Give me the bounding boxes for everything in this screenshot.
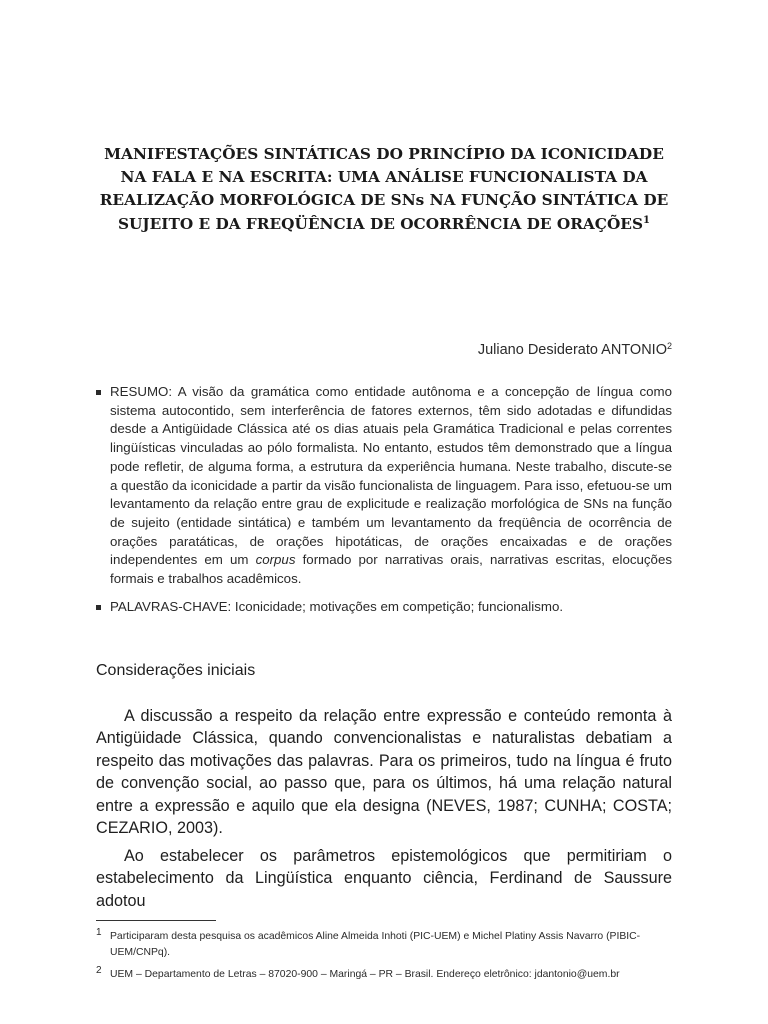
author-line <box>478 340 672 360</box>
abstract <box>96 383 672 589</box>
footnote-text: UEM – Departamento de Letras – 87020-900 – Maringá – PR – Brasil. Endereço eletrônico: jdantonio@uem.br <box>110 969 620 980</box>
keywords-bullet-icon <box>96 605 101 610</box>
abstract-bullet-icon <box>96 390 101 395</box>
footnote-2 <box>96 967 672 983</box>
author-footnote-mark[interactable]: 2 <box>666 341 672 351</box>
title-footnote-mark[interactable]: 1 <box>643 214 650 226</box>
title-text: MANIFESTAÇÕES SINTÁTICAS DO PRINCÍPIO DA ICONICIDADE NA FALA E NA ESCRITA: UMA ANÁLISE FUNCIONALISTA DA REALIZAÇÃO MORFOLÓGICA DE SNs NA FUNÇÃO SINTÁTICA DE SUJEITO E DA FREQÜÊNCIA DE OCORRÊNCIA DE ORAÇÕES <box>99 145 669 233</box>
abstract-text: RESUMO: A visão da gramática como entidade autônoma e a concepção de língua como sistema autocontido, sem interferência de fatores externos, têm sido adotadas e difundidas desde a Antigüidade Clássica até os dias atuais pela Gramática Tradicional e pelas correntes lingüísticas vinculadas ao pólo formalista. No entanto, estudos têm demonstrado que a língua pode refletir, de alguma forma, a estrutura da experiência humana. Neste trabalho, discute-se a questão da iconicidade a partir da visão funcionalista de linguagem. Para isso, efetuou-se um levantamento da relação entre grau de explicitude e realização morfológica de SNs na função de sujeito (entidade sintática) e também um levantamento da freqüência de ocorrência de orações paratáticas, de orações hipotáticas, de orações encaixadas e de orações independentes em um corpus formado por narrativas orais, narrativas escritas, elocuções formais e trabalhos acadêmicos. <box>110 384 672 587</box>
footnote-divider <box>96 920 216 921</box>
footnote-1 <box>96 929 672 960</box>
paper-page <box>96 0 672 1024</box>
paper-title <box>96 143 672 236</box>
section-heading: Considerações iniciais <box>96 662 256 679</box>
body-paragraph: Ao estabelecer os parâmetros epistemológicos que permitiriam o estabelecimento da Lingüística enquanto ciência, Ferdinand de Saussure adotou <box>96 847 672 910</box>
author-name: Juliano Desiderato ANTONIO <box>477 342 667 358</box>
body-paragraph: A discussão a respeito da relação entre expressão e conteúdo remonta à Antigüidade Clássica, quando convencionalistas e naturalistas debatiam a respeito das motivações das palavras. Para os primeiros, tudo na língua é fruto de convenção social, ao passo que, para os últimos, há uma relação natural entre a expressão e aquilo que ela designa (NEVES, 1987; CUNHA; COSTA; CEZARIO, 2003). <box>96 707 672 838</box>
footnote-number: 2 <box>96 965 102 976</box>
keywords <box>96 598 672 617</box>
footnote-text: Participaram desta pesquisa os acadêmicos Aline Almeida Inhoti (PIC-UEM) e Michel Platiny Assis Navarro (PIBIC-UEM/CNPq). <box>110 931 641 958</box>
footnote-number: 1 <box>96 927 102 938</box>
keywords-text: PALAVRAS-CHAVE: Iconicidade; motivações em competição; funcionalismo. <box>110 599 564 614</box>
